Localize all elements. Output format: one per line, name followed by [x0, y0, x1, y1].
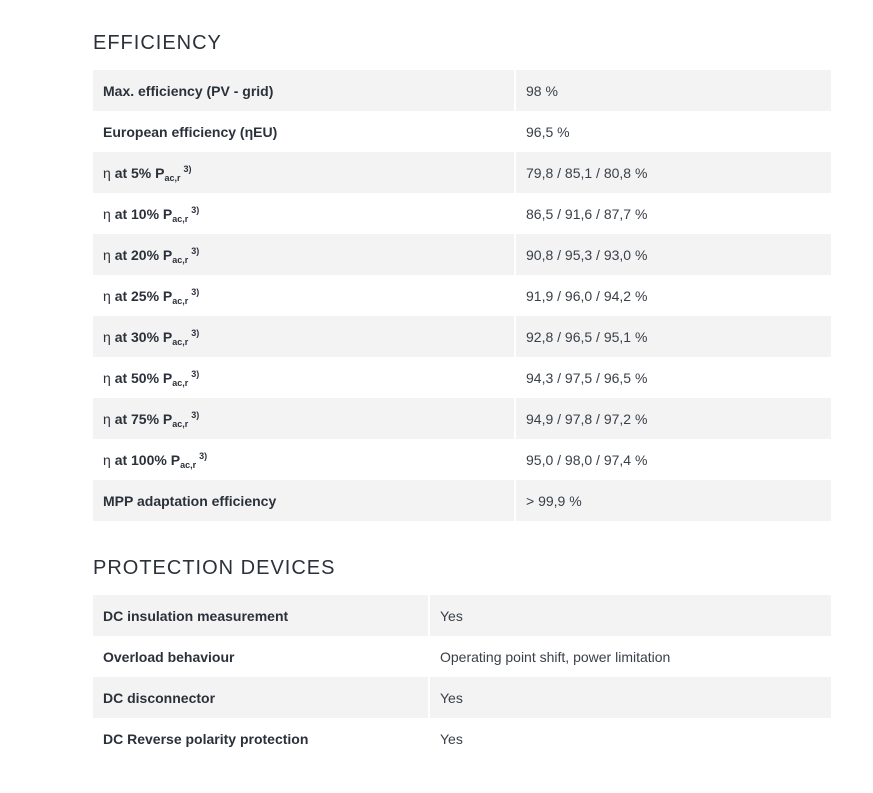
- efficiency-section: [93, 31, 831, 521]
- row-value: 90,8 / 95,3 / 93,0 %: [516, 234, 831, 275]
- eta-symbol: η: [103, 451, 111, 468]
- row-value: Yes: [430, 595, 831, 636]
- label-prefix: at 20% P: [114, 246, 173, 263]
- footnote-ref: 3): [191, 409, 200, 420]
- table-row: [93, 439, 831, 480]
- row-value: 98 %: [516, 70, 831, 111]
- eta-symbol: η: [103, 164, 111, 181]
- row-label: European efficiency (ηEU): [93, 111, 516, 152]
- efficiency-table: [93, 70, 831, 521]
- row-value: 95,0 / 98,0 / 97,4 %: [516, 439, 831, 480]
- row-label: [93, 357, 516, 398]
- table-row: [93, 275, 831, 316]
- row-label: [93, 152, 516, 193]
- row-label: DC disconnector: [93, 677, 430, 718]
- row-value: 86,5 / 91,6 / 87,7 %: [516, 193, 831, 234]
- protection-devices-table: [93, 595, 831, 759]
- footnote-ref: 3): [191, 368, 200, 379]
- table-row: [93, 398, 831, 439]
- row-value: 94,3 / 97,5 / 96,5 %: [516, 357, 831, 398]
- table-row: [93, 595, 831, 636]
- row-label: Overload behaviour: [93, 636, 430, 677]
- label-subscript: ac,r: [164, 172, 181, 183]
- footnote-ref: 3): [183, 163, 192, 174]
- eta-symbol: η: [103, 410, 111, 427]
- table-row: [93, 70, 831, 111]
- footnote-ref: 3): [191, 286, 200, 297]
- row-value: 91,9 / 96,0 / 94,2 %: [516, 275, 831, 316]
- table-row: [93, 152, 831, 193]
- footnote-ref: 3): [191, 245, 200, 256]
- label-subscript: ac,r: [172, 377, 189, 388]
- row-label: [93, 439, 516, 480]
- label-prefix: at 50% P: [114, 369, 173, 386]
- eta-symbol: η: [103, 246, 111, 263]
- row-value: Operating point shift, power limitation: [430, 636, 831, 677]
- row-label: [93, 398, 516, 439]
- footnote-ref: 3): [191, 327, 200, 338]
- row-value: 79,8 / 85,1 / 80,8 %: [516, 152, 831, 193]
- table-row: [93, 718, 831, 759]
- row-value: 96,5 %: [516, 111, 831, 152]
- protection-devices-section: [93, 556, 831, 759]
- eta-symbol: η: [103, 328, 111, 345]
- row-label: [93, 316, 516, 357]
- label-subscript: ac,r: [172, 295, 189, 306]
- protection-devices-heading: PROTECTION DEVICES: [93, 557, 336, 579]
- table-row: [93, 357, 831, 398]
- row-label: DC Reverse polarity protection: [93, 718, 430, 759]
- label-prefix: at 30% P: [114, 328, 173, 345]
- row-label: [93, 193, 516, 234]
- label-subscript: ac,r: [172, 418, 189, 429]
- label-subscript: ac,r: [172, 254, 189, 265]
- label-prefix: at 75% P: [114, 410, 173, 427]
- table-row: [93, 480, 831, 521]
- label-prefix: at 5% P: [114, 164, 165, 181]
- row-label: DC insulation measurement: [93, 595, 430, 636]
- label-subscript: ac,r: [180, 459, 197, 470]
- row-value: > 99,9 %: [516, 480, 831, 521]
- label-subscript: ac,r: [172, 213, 189, 224]
- table-row: [93, 111, 831, 152]
- footnote-ref: 3): [191, 204, 200, 215]
- row-value: 92,8 / 96,5 / 95,1 %: [516, 316, 831, 357]
- table-row: [93, 636, 831, 677]
- table-row: [93, 234, 831, 275]
- eta-symbol: η: [103, 287, 111, 304]
- footnote-ref: 3): [199, 450, 208, 461]
- row-value: Yes: [430, 677, 831, 718]
- row-label: [93, 234, 516, 275]
- label-prefix: at 25% P: [114, 287, 173, 304]
- label-subscript: ac,r: [172, 336, 189, 347]
- efficiency-heading: EFFICIENCY: [93, 32, 222, 54]
- label-prefix: at 10% P: [114, 205, 173, 222]
- table-row: [93, 193, 831, 234]
- row-label: [93, 275, 516, 316]
- table-row: [93, 316, 831, 357]
- eta-symbol: η: [103, 369, 111, 386]
- row-value: 94,9 / 97,8 / 97,2 %: [516, 398, 831, 439]
- row-label: Max. efficiency (PV - grid): [93, 70, 516, 111]
- table-row: [93, 677, 831, 718]
- row-value: Yes: [430, 718, 831, 759]
- row-label: MPP adaptation efficiency: [93, 480, 516, 521]
- label-prefix: at 100% P: [114, 451, 181, 468]
- eta-symbol: η: [103, 205, 111, 222]
